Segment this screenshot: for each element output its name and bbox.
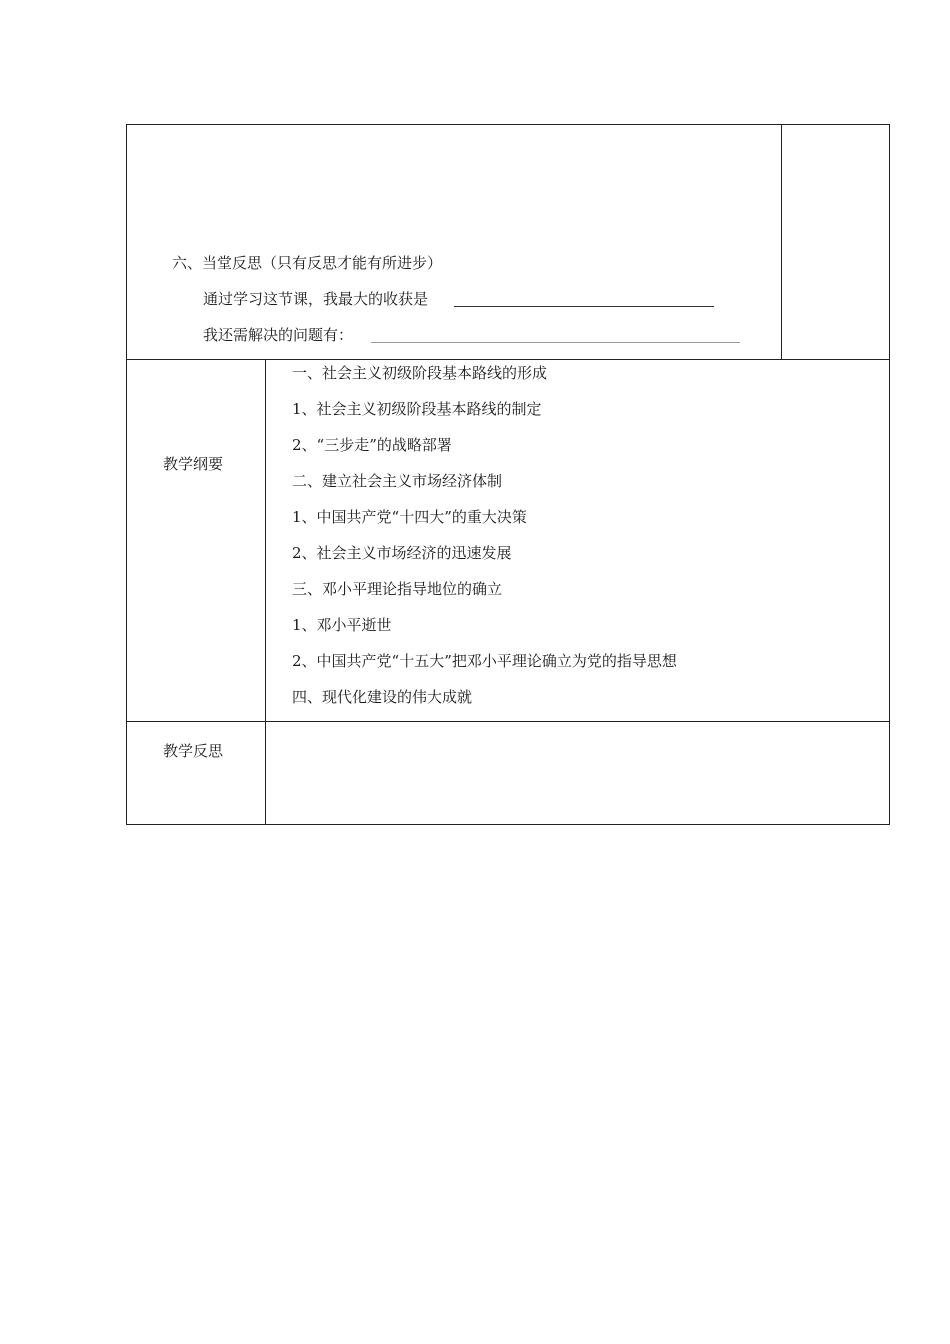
gain-answer-line[interactable]: [454, 306, 714, 307]
outline-item: 2、社会主义市场经济的迅速发展: [292, 544, 512, 562]
row-divider-top: [127, 359, 889, 360]
lesson-plan-table: [126, 124, 890, 825]
row-divider-bottom: [127, 721, 889, 722]
reflection-heading: 六、当堂反思（只有反思才能有所进步）: [172, 254, 443, 272]
outline-item: 二、建立社会主义市场经济体制: [292, 472, 503, 490]
outline-item: 一、社会主义初级阶段基本路线的形成: [292, 364, 548, 382]
outline-item: 1、社会主义初级阶段基本路线的制定: [292, 400, 542, 418]
teaching-reflection-content[interactable]: [267, 723, 889, 824]
outline-item: 四、现代化建设的伟大成就: [292, 688, 473, 706]
outline-item: 1、邓小平逝世: [292, 616, 392, 634]
outline-label: 教学纲要: [163, 455, 224, 473]
outline-item: 2、“三步走”的战略部署: [292, 436, 452, 454]
teaching-reflection-label: 教学反思: [163, 742, 224, 760]
right-column-divider: [781, 125, 782, 359]
outline-item: 2、中国共产党“十五大”把邓小平理论确立为党的指导思想: [292, 652, 677, 670]
outline-item: 1、中国共产党“十四大”的重大决策: [292, 508, 527, 526]
gain-prompt: 通过学习这节课，我最大的收获是: [203, 290, 429, 308]
problem-answer-line[interactable]: [371, 342, 740, 343]
outline-item: 三、邓小平理论指导地位的确立: [292, 580, 503, 598]
problem-prompt: 我还需解决的问题有：: [203, 326, 354, 344]
label-column-divider: [265, 359, 266, 825]
